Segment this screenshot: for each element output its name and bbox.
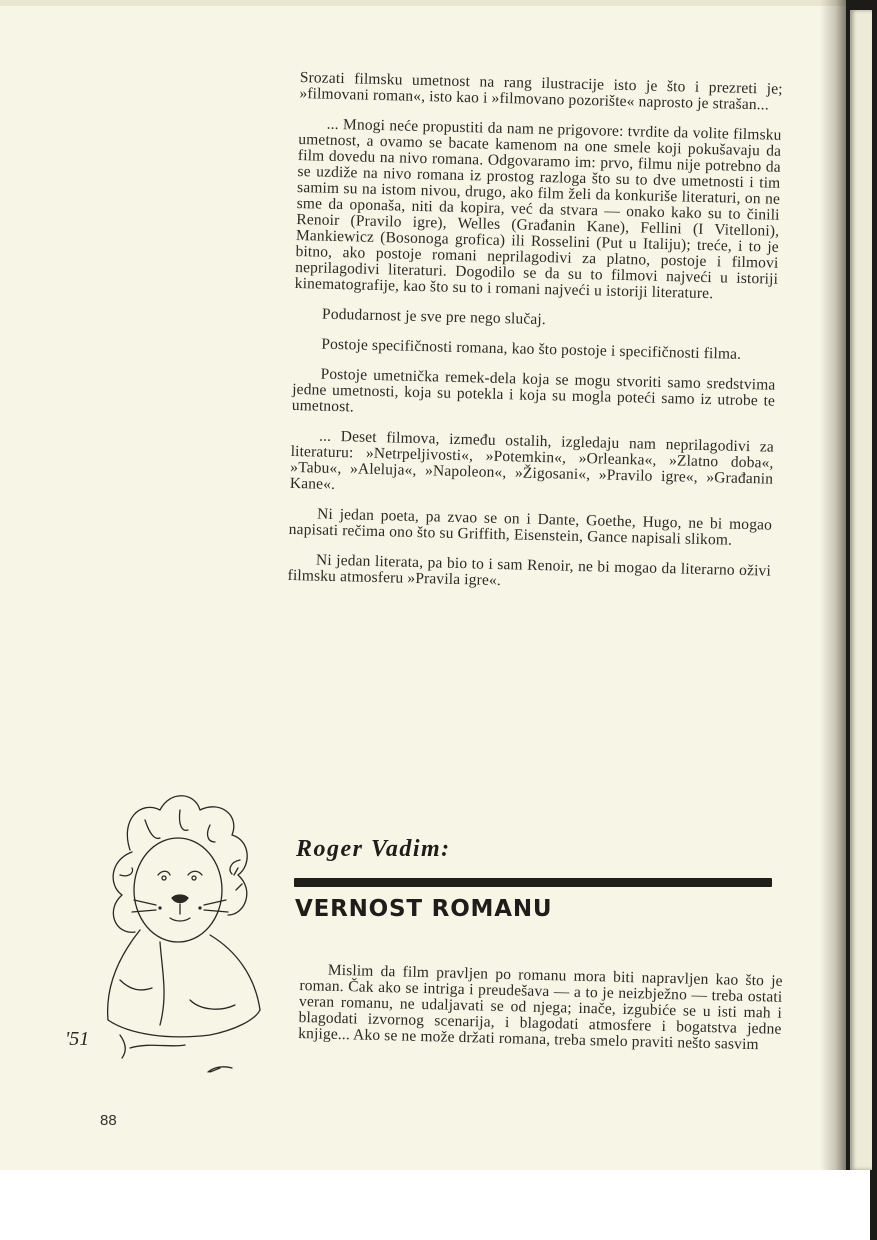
page-top-edge — [0, 0, 846, 6]
paragraph: ... Mnogi neće propustiti da nam ne prigovore: tvrdite da volite filmsku umetnost, a ovamo se bacate kamenom na one smele koji pokušavaju da film dovedu na nivo romana. Odgovaramo im: prvo, filmu nije potrebno da se uzdiže na nivo romana iz prostog razloga što su to dve umetnosti i tim samim su na istom nivou, drugo, ako film želi da konkuriše literaturi, on ne sme da oponaša, niti da kopira, već da stvara — onako kako su to činili Renoir (Pravilo igre), Welles (Građanin Kane), Fellini (I Vitelloni), Mankiewicz (Bosonoga grofica) ili Rosselini (Put u Italiju); treće, i to je bitno, ako postoje romani neprilagodivi za platno, postoje i filmovi neprilagodivi literaturi. Dogodilo se da su to filmovi najveći u istoriji kinematografije, kao što su to i romani najveći u istoriji literature. — [294, 115, 782, 303]
section-heading: VERNOST ROMANU — [295, 896, 553, 922]
lion-sketch-illustration — [60, 780, 300, 1080]
sketch-signature: '51 — [65, 1028, 90, 1050]
paragraph: Ni jedan literata, pa bio to i sam Renoir, ne bi mogao da literarno oživi filmsku atmosferu »Pravila igre«. — [287, 551, 772, 590]
page-number: 88 — [100, 1112, 117, 1129]
scan-margin — [0, 1170, 870, 1240]
author-name: Roger Vadim: — [296, 836, 451, 862]
paragraph: Postoje umetnička remek-dela koja se mogu stvoriti samo sredstvima jedne umetnosti, koja su potekla i koja su mogla poteći samo iz utrobe te umetnost. — [291, 365, 776, 416]
page-curl-shadow — [820, 0, 846, 1170]
paragraph: Srozati filmsku umetnost na rang ilustracije isto je što i prezreti je; »filmovani roman«, isto kao i »filmovano pozorište« naprosto je strašan... — [299, 69, 783, 114]
next-page-strip — [850, 10, 872, 1170]
paragraph: Postoje specifičnosti romana, kao što postoje i specifičnosti filma. — [321, 335, 742, 363]
paragraph: Mislim da film pravljen po romanu mora biti napravljen kao što je roman. Čak ako se intriga i preudešava — a to je neizbježno — treba ostati veran romanu, ne udaljavati se od njega; inače, izgubiće se u isti mah i blagodati izvornog scenarija, i blagodati atmosfere i bogatstva jedne knjige... Ako se ne može držati romana, treba smelo praviti nešto sasvim — [298, 961, 783, 1054]
essay2-body — [298, 962, 783, 1068]
paragraph: ... Deset filmova, između ostalih, izgledaju nam neprilagodivi za literaturu: »Netrpeljivosti«, »Potemkin«, »Orleanka«, »Zlatno doba«, »Tabu«, »Aleluja«, »Napoleon«, »Žigosani«, »Pravilo igre«, »Građanin Kane«. — [289, 427, 775, 493]
paragraph: Podudarnost je sve pre nego slučaj. — [321, 305, 547, 329]
section-divider — [294, 878, 772, 887]
essay-body — [287, 70, 783, 610]
paragraph: Ni jedan poeta, pa zvao se on i Dante, Goethe, Hugo, ne bi mogao napisati rečima ono što su Griffith, Eisenstein, Gance napisali slikom. — [288, 505, 773, 549]
